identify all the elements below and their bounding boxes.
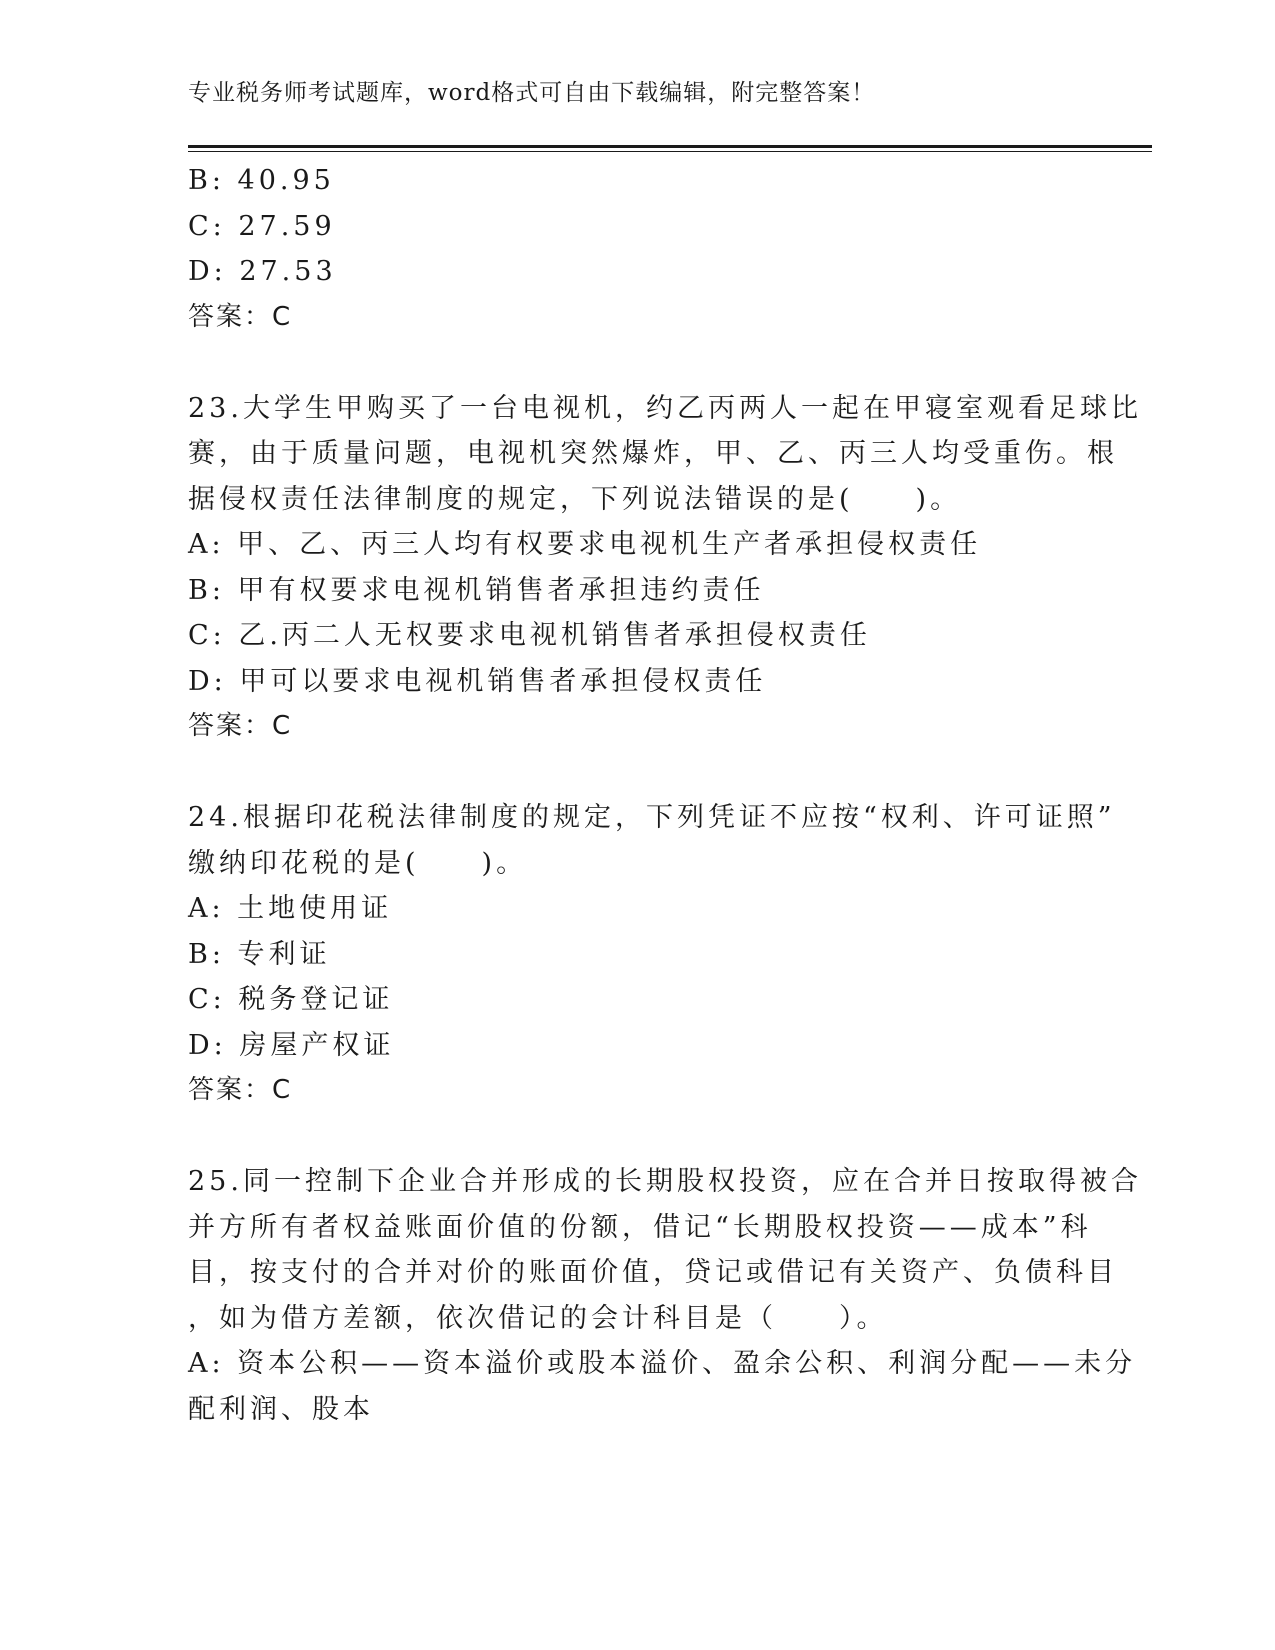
option-d: D: 甲可以要求电视机销售者承担侵权责任 (188, 665, 767, 697)
option-d: D: 27.53 (188, 256, 337, 287)
spacer (188, 750, 1088, 796)
option-c: C: 乙.丙二人无权要求电视机销售者承担侵权责任 (188, 620, 871, 651)
spacer (188, 340, 1088, 386)
question-stem-line: 24.根据印花税法律制度的规定，下列凭证不应按“权利、许可证照” (188, 802, 1116, 833)
question-24 (188, 795, 1116, 1114)
question-stem-line: 据侵权责任法律制度的规定，下列说法错误的是( )。 (188, 483, 962, 515)
question-25 (188, 1159, 1142, 1432)
document-body (188, 158, 1142, 1432)
option-b: B: 40.95 (188, 165, 335, 196)
option-b: B: 甲有权要求电视机销售者承担违约责任 (188, 574, 765, 606)
question-stem-line: 赛，由于质量问题，电视机突然爆炸，甲、乙、丙三人均受重伤。根 (188, 438, 1118, 469)
option-a: A: 甲、乙、丙三人均有权要求电视机生产者承担侵权责任 (188, 529, 982, 560)
option-c: C: 税务登记证 (188, 984, 394, 1015)
option-c: C: 27.59 (188, 210, 336, 242)
question-stem-line: 23.大学生甲购买了一台电视机，约乙丙两人一起在甲寝室观看足球比 (188, 392, 1142, 424)
question-23 (188, 386, 1142, 750)
question-22 (188, 158, 1088, 340)
option-a-continued: 配利润、股本 (188, 1393, 374, 1425)
answer-line: 答案：C (188, 1075, 293, 1105)
option-a: A: 资本公积——资本溢价或股本溢价、盈余公积、利润分配——未分 (188, 1348, 1137, 1379)
question-stem-line: 25.同一控制下企业合并形成的长期股权投资，应在合并日按取得被合 (188, 1166, 1142, 1197)
answer-line: 答案：C (188, 711, 293, 741)
option-b: B: 专利证 (188, 938, 331, 970)
header-rule-thick (188, 145, 1152, 148)
spacer (188, 1114, 1088, 1160)
question-stem-line: 并方所有者权益账面价值的份额，借记“长期股权投资——成本”科 (188, 1211, 1092, 1243)
answer-line: 答案：C (188, 301, 293, 332)
header-rule-thin (188, 151, 1152, 152)
option-d: D: 房屋产权证 (188, 1029, 395, 1061)
page-header: 专业税务师考试题库，word格式可自由下载编辑，附完整答案！ (188, 80, 876, 106)
option-a: A: 土地使用证 (188, 893, 393, 924)
question-stem-line: 缴纳印花税的是( )。 (188, 847, 528, 879)
question-stem-line: 目，按支付的合并对价的账面价值，贷记或借记有关资产、负债科目 (188, 1257, 1118, 1288)
question-stem-line: ，如为借方差额，依次借记的会计科目是（ ）。 (188, 1302, 888, 1334)
